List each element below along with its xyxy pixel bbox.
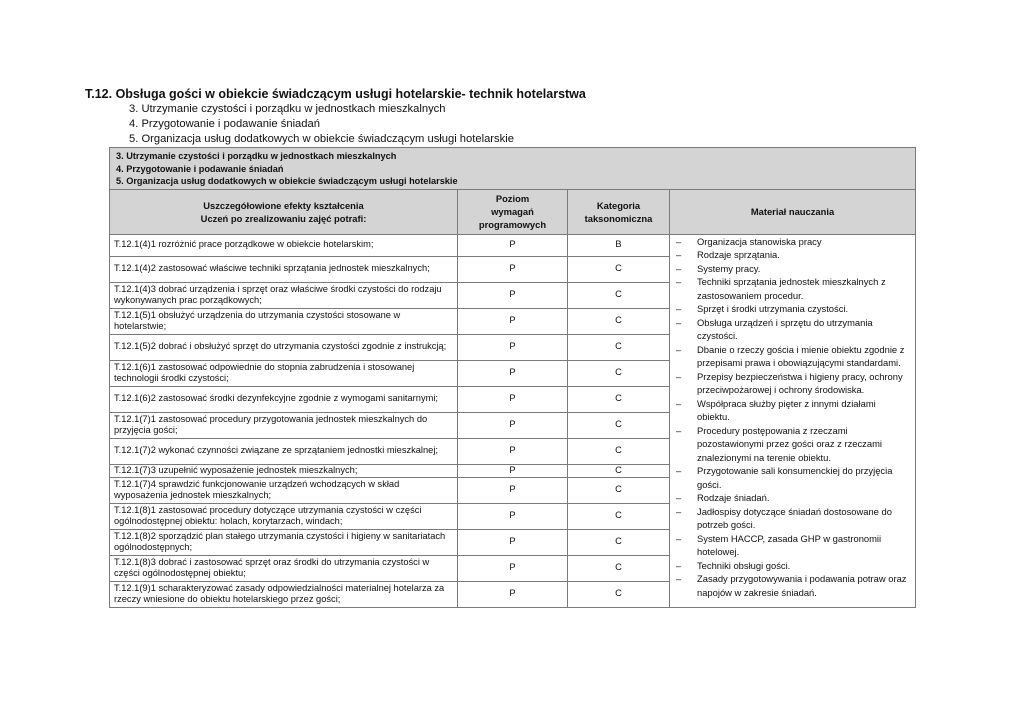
level-cell: P xyxy=(458,464,568,477)
category-cell: C xyxy=(568,412,670,438)
category-cell: C xyxy=(568,438,670,464)
effect-cell: T.12.1(8)2 sporządzić plan stałego utrzymania czystości i higieny w sanitariatach ogólnodostępnych; xyxy=(110,529,458,555)
list-item: – Techniki sprzątania jednostek mieszkalnych z zastosowaniem procedur. xyxy=(676,276,886,301)
effect-cell: T.12.1(5)2 dobrać i obsłużyć sprzęt do utrzymania czystości zgodnie z instrukcją; xyxy=(110,334,458,360)
level-cell: P xyxy=(458,386,568,412)
level-cell: P xyxy=(458,503,568,529)
effect-cell: T.12.1(4)3 dobrać urządzenia i sprzęt oraz właściwe środki czystości do rodzaju wykonywanych prac porządkowych; xyxy=(110,282,458,308)
category-cell: C xyxy=(568,360,670,386)
list-item: – Obsługa urządzeń i sprzętu do utrzymania czystości. xyxy=(676,316,873,341)
effect-cell: T.12.1(7)1 zastosować procedury przygotowania jednostek mieszkalnych do przyjęcia gości; xyxy=(110,412,458,438)
effect-cell: T.12.1(6)1 zastosować odpowiednie do stopnia zabrudzenia i stosowanej technologii środki czystości; xyxy=(110,360,458,386)
effect-cell: T.12.1(9)1 scharakteryzować zasady odpowiedzialności materialnej hotelarza za rzeczy wniesione do obiektu hotelarskiego przez gości; xyxy=(110,581,458,607)
section-band xyxy=(110,148,916,190)
level-cell: P xyxy=(458,308,568,334)
effect-cell: T.12.1(7)3 uzupełnić wyposażenie jednostek mieszkalnych; xyxy=(110,464,458,477)
effect-cell: T.12.1(6)2 zastosować środki dezynfekcyjne zgodnie z wymogami sanitarnymi; xyxy=(110,386,458,412)
category-cell: C xyxy=(568,581,670,607)
list-item: – Techniki obsługi gości. xyxy=(676,559,791,571)
level-cell: P xyxy=(458,412,568,438)
category-cell: C xyxy=(568,308,670,334)
level-cell: P xyxy=(458,555,568,581)
band-line: 4. Przygotowanie i podawanie śniadań xyxy=(116,163,284,174)
effect-cell: T.12.1(7)2 wykonać czynności związane ze sprzątaniem jednostki mieszkalnej; xyxy=(110,438,458,464)
effect-cell: T.12.1(7)4 sprawdzić funkcjonowanie urządzeń wchodzących w skład wyposażenia jednostek mieszkalnych; xyxy=(110,477,458,503)
document-title: T.12. Obsługa gości w obiekcie świadczącym usługi hotelarskie- technik hotelarstwa xyxy=(85,87,586,101)
list-item: – Procedury postępowania z rzeczami pozostawionymi przez gości oraz z rzeczami znalezionymi na terenie obiektu. xyxy=(676,424,882,463)
list-item: – Rodzaje śniadań. xyxy=(676,492,770,503)
list-item: – Dbanie o rzeczy gościa i mienie obiektu zgodnie z przepisami prawa i obowiązującymi standardami. xyxy=(676,343,905,368)
level-cell: P xyxy=(458,360,568,386)
effect-cell: T.12.1(4)2 zastosować właściwe techniki sprzątania jednostek mieszkalnych; xyxy=(110,256,458,282)
category-cell: C xyxy=(568,386,670,412)
list-item: – Rodzaje sprzątania. xyxy=(676,249,780,260)
level-cell: P xyxy=(458,477,568,503)
level-cell: P xyxy=(458,282,568,308)
category-cell: C xyxy=(568,555,670,581)
material-list xyxy=(676,235,911,600)
level-cell: P xyxy=(458,581,568,607)
material-cell xyxy=(670,234,916,607)
list-item: – Systemy pracy. xyxy=(676,262,761,274)
level-cell: P xyxy=(458,234,568,256)
level-cell: P xyxy=(458,529,568,555)
band-line: 3. Utrzymanie czystości i porządku w jednostkach mieszkalnych xyxy=(116,151,397,161)
curriculum-table xyxy=(109,147,916,608)
list-item: – Jadłospisy dotyczące śniadań dostosowane do potrzeb gości. xyxy=(676,505,892,530)
level-cell: P xyxy=(458,438,568,464)
sub-item: 3. Utrzymanie czystości i porządku w jednostkach mieszkalnych xyxy=(129,103,446,115)
list-item: – Sprzęt i środki utrzymania czystości. xyxy=(676,303,849,314)
category-cell: C xyxy=(568,334,670,360)
effect-cell: T.12.1(4)1 rozróżnić prace porządkowe w obiekcie hotelarskim; xyxy=(110,234,458,256)
list-item: – Przepisy bezpieczeństwa i higieny pracy, ochrony przeciwpożarowej i ochrony środowiska. xyxy=(676,370,903,395)
level-cell: P xyxy=(458,256,568,282)
effect-cell: T.12.1(8)1 zastosować procedury dotyczące utrzymania czystości w części ogólnodostępnej obiektu: holach, korytarzach, windach; xyxy=(110,503,458,529)
list-item: – System HACCP, zasada GHP w gastronomii hotelowej. xyxy=(676,532,882,557)
effect-cell: T.12.1(5)1 obsłużyć urządzenia do utrzymania czystości stosowane w hotelarstwie; xyxy=(110,308,458,334)
header-category: Kategoria taksonomiczna xyxy=(568,189,670,234)
list-item: – Organizacja stanowiska pracy xyxy=(676,235,822,247)
table-header xyxy=(110,189,916,234)
level-cell: P xyxy=(458,334,568,360)
sub-item: 5. Organizacja usług dodatkowych w obiekcie świadczącym usługi hotelarskie xyxy=(129,133,514,145)
list-item: – Współpraca służby pięter z innymi działami obiektu. xyxy=(676,397,876,422)
category-cell: C xyxy=(568,256,670,282)
category-cell: B xyxy=(568,234,670,256)
sub-item: 4. Przygotowanie i podawanie śniadań xyxy=(129,118,320,130)
category-cell: C xyxy=(568,282,670,308)
list-item: – Przygotowanie sali konsumenckiej do przyjęcia gości. xyxy=(676,465,893,490)
band-line: 5. Organizacja usług dodatkowych w obiekcie świadczącym usługi hotelarskie xyxy=(116,176,458,186)
category-cell: C xyxy=(568,503,670,529)
header-material: Materiał nauczania xyxy=(670,189,916,234)
category-cell: C xyxy=(568,477,670,503)
effect-cell: T.12.1(8)3 dobrać i zastosować sprzęt oraz środki do utrzymania czystości w części ogólnodostępnej obiektu; xyxy=(110,555,458,581)
header-level: Poziom wymagań programowych xyxy=(458,189,568,234)
category-cell: C xyxy=(568,529,670,555)
header-effects: Uszczegółowione efekty kształcenia Uczeń po zrealizowaniu zajęć potrafi: xyxy=(110,189,458,234)
category-cell: C xyxy=(568,464,670,477)
table-row xyxy=(110,234,916,256)
list-item: – Zasady przygotowywania i podawania potraw oraz napojów w zakresie śniadań. xyxy=(676,573,907,598)
